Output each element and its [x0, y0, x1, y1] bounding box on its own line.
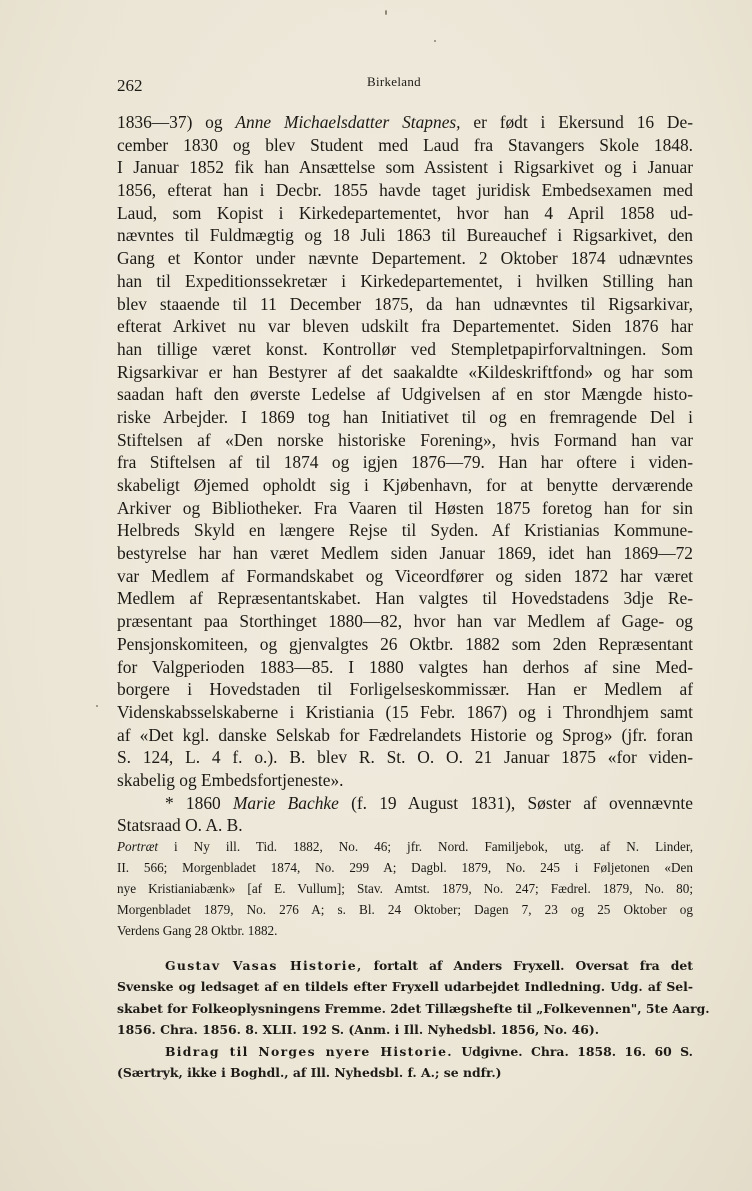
bibliography-line: Gustav Vasas Historie, fortalt af Anders Fryxell. Oversat fra det [165, 958, 693, 973]
text-line: I Januar 1852 fik han Ansættelse som Assistent i Rigsarkivet og i Januar [117, 157, 693, 178]
text-line: Rigsarkivar er han Bestyrer af det saakaldte «Kildeskriftfond» og har som [117, 361, 693, 382]
text-line: riske Arbejder. I 1869 tog han Initiativet til og en fremragende Del i [117, 406, 693, 427]
text-line: skabeligt Øjemed opholdt sig i Kjøbenhavn, for at benytte derværende [117, 475, 693, 495]
main-text [117, 111, 693, 837]
text-line: Pensjonskomiteen, og gjenvalgtes 26 Oktbr. 1882 som 2den Repræsentant [117, 633, 693, 654]
text-line: for Valgperioden 1883—85. I 1880 valgtes han derhos af sine Med- [117, 656, 693, 677]
text-line: Helbreds Skyld en længere Rejse til Syden. Af Kristianias Kommune- [117, 520, 693, 541]
note-line: Morgenbladet 1879, No. 276 A; s. Bl. 24 Oktober; Dagen 7, 23 og 25 Oktober og [117, 902, 693, 917]
text-line: bestyrelse har han været Medlem siden Januar 1869, idet han 1869—72 [117, 543, 693, 564]
note-line: nye Kristianiabænk» [af E. Vullum]; Stav. Amtst. 1879, No. 247; Fædrel. 1879, No. 80; [117, 881, 693, 896]
bibliography-line: (Særtryk, ikke i Boghdl., af Ill. Nyhedsbl. f. A.; se ndfr.) [117, 1064, 502, 1080]
text-line: borgere i Hovedstaden til Forligelseskommissær. Han er Medlem af [117, 679, 693, 700]
text-line: Stiftelsen af «Den norske historiske Forening», hvis Formand han var [117, 429, 693, 450]
bibliography-line: Bidrag til Norges nyere Historie. Udgivne. Chra. 1858. 16. 60 S. [165, 1043, 693, 1059]
text-line: fra Stiftelsen af til 1874 og igjen 1876—79. Han har oftere i viden- [117, 452, 693, 473]
bibliography-line: Svenske og ledsaget af en tildels efter Fryxell udarbejdet Indledning. Udg. af Sel- [117, 979, 693, 995]
text-line: Videnskabsselskaberne i Kristiania (15 Febr. 1867) og i Throndhjem samt [117, 701, 693, 722]
text-line: blev staaende til 11 December 1875, da han udnævntes til Rigsarkivar, [117, 293, 693, 314]
text-line: han til Expeditionssekretær i Kirkedepartementet, i hvilken Stilling han [117, 270, 693, 291]
note-line: II. 566; Morgenbladet 1874, No. 299 A; Dagbl. 1879, No. 245 i Føljetonen «Den [117, 860, 693, 875]
text-line: af «Det kgl. danske Selskab for Fædrelandets Historie og Sprog» (jfr. foran [117, 724, 693, 745]
text-line: * 1860 Marie Bachke (f. 19 August 1831), Søster af ovennævnte [165, 792, 693, 813]
note-line: Portræt i Ny ill. Tid. 1882, No. 46; jfr. Nord. Familjebok, utg. af N. Linder, [117, 839, 693, 854]
italic-name: Marie Bachke [232, 792, 339, 813]
paper-speck [96, 705, 98, 707]
page-number: 262 [117, 76, 143, 95]
bibliography-line: 1856. Chra. 1856. 8. XLII. 192 S. (Anm. i Ill. Nyhedsbl. 1856, No. 46). [117, 1022, 600, 1038]
italic-name: Portræt [117, 839, 159, 854]
text-line: præsentant paa Storthinget 1880—82, hvor han var Medlem af Gage- og [117, 611, 693, 632]
text-line: Arkiver og Bibliotheker. Fra Vaaren til Høsten 1875 foretog han for sin [117, 497, 693, 518]
bibliography [117, 955, 710, 1083]
spaced-title: Gustav Vasas Historie, [165, 958, 363, 973]
page-header [117, 76, 697, 98]
text-line: cember 1830 og blev Student med Laud fra Stavangers Skole 1848. [117, 134, 693, 155]
paper-speck [434, 40, 436, 42]
text-line: Medlem af Repræsentantskabet. Han valgtes til Hovedstadens 3dje Re- [117, 588, 693, 609]
text-line: saadan haft den øverste Ledelse af Udgivelsen af en stor Mængde histo- [117, 384, 693, 405]
text-line: han tillige været konst. Kontrollør ved Stempletpapirforvaltningen. Som [117, 338, 693, 359]
text-line: var Medlem af Formandskabet og Viceordfører og siden 1872 har været [117, 565, 693, 586]
note-line: Verdens Gang 28 Oktbr. 1882. [117, 923, 278, 938]
source-notes [117, 836, 693, 941]
text-line: Laud, som Kopist i Kirkedepartementet, hvor han 4 April 1858 ud- [117, 202, 693, 223]
text-line: Statsraad O. A. B. [117, 815, 243, 836]
text-line: efterat Arkivet nu var bleven udskilt fra Departementet. Siden 1876 har [117, 316, 693, 337]
text-line: Gang et Kontor under nævnte Departement. 2 Oktober 1874 udnævntes [117, 248, 693, 269]
text-line: 1856, efterat han i Decbr. 1855 havde taget juridisk Embedsexamen med [117, 180, 693, 201]
spaced-title: Bidrag til Norges nyere Historie. [165, 1043, 453, 1059]
text-line: nævntes til Fuldmægtig og 18 Juli 1863 til Bureauchef i Rigsarkivet, den [117, 225, 693, 246]
bibliography-line: skabet for Folkeoplysningens Fremme. 2det Tillægshefte til „Folkevennen", 5te Aarg. [117, 1000, 710, 1016]
paper-speck [385, 10, 387, 15]
italic-name: Anne Michaelsdatter Stapnes, [235, 112, 461, 132]
running-head: Birkeland [367, 74, 421, 89]
text-line: 1836—37) og Anne Michaelsdatter Stapnes, er født i Ekersund 16 De- [117, 112, 693, 132]
text-line: S. 124, L. 4 f. o.). B. blev R. St. O. O. 21 Januar 1875 «for viden- [117, 747, 693, 768]
text-line: skabelig og Embedsfortjeneste». [117, 769, 344, 790]
